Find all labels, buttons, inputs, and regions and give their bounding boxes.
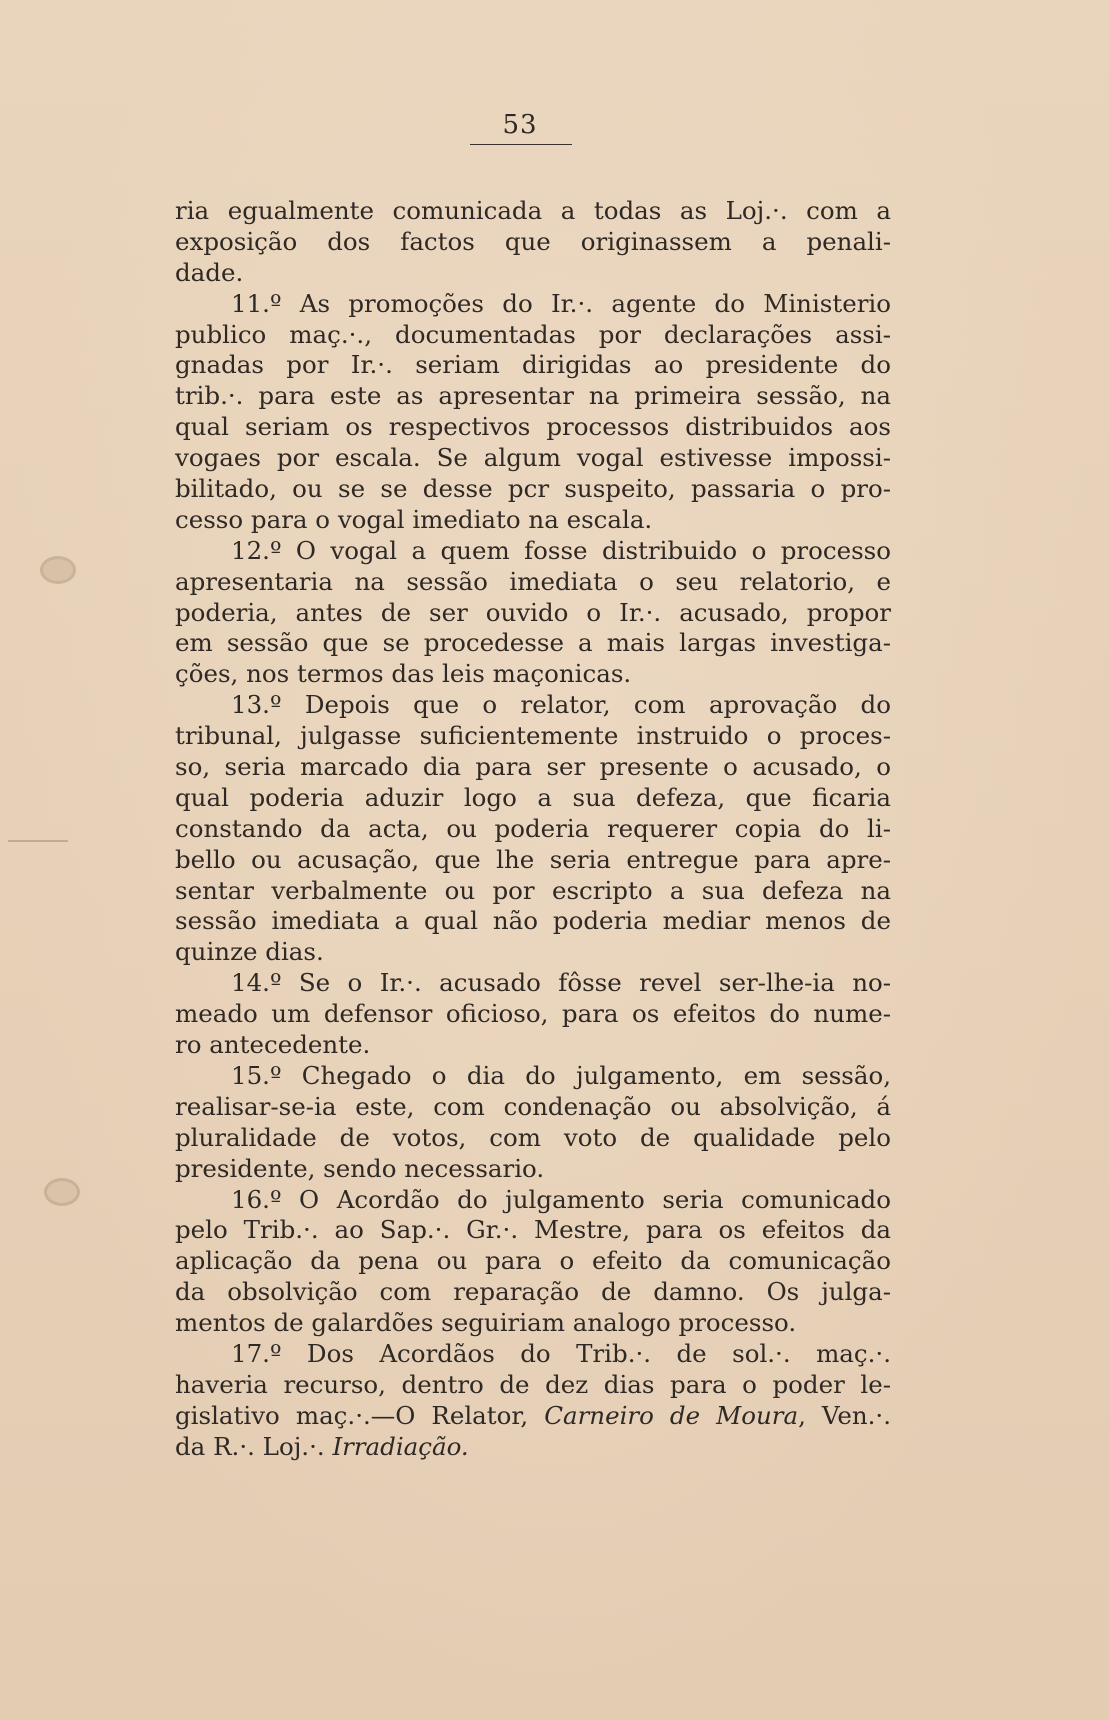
text-line: meado um defensor oficioso, para os efeitos do nume- [175, 999, 891, 1029]
text-line: ria egualmente comunicada a todas as Loj.·. com a [175, 196, 891, 225]
text-line: aplicação da pena ou para o efeito da comunicação [175, 1246, 891, 1276]
text-line: apresentaria na sessão imediata o seu relatorio, e [175, 566, 891, 596]
text-line: dade. [175, 257, 244, 287]
text-line: trib.·. para este as apresentar na primeira sessão, na [175, 381, 891, 411]
text-line: quinze dias. [175, 937, 324, 967]
lodge-line [175, 1432, 891, 1463]
page-number-rule [470, 144, 572, 145]
signature-line [175, 1401, 891, 1432]
text-line: pluralidade de votos, com voto de qualidade pelo [175, 1122, 891, 1152]
margin-stain [44, 1178, 80, 1206]
margin-mark [8, 840, 68, 842]
text-line: bilitado, ou se se desse pcr suspeito, passaria o pro- [175, 474, 891, 504]
paragraph-13-start: 13.º Depois que o relator, com aprovação do [231, 690, 891, 720]
text-line: mentos de galardões seguiriam analogo processo. [175, 1308, 797, 1338]
text-line: cesso para o vogal imediato na escala. [175, 504, 653, 534]
text-line: publico maç.·., documentadas por declarações assi- [175, 319, 891, 349]
paragraph-14-start: 14.º Se o Ir.·. acusado fôsse revel ser-lhe-ia no- [231, 968, 891, 998]
paragraph-11-start: 11.º As promoções do Ir.·. agente do Ministerio [231, 288, 891, 318]
lodge-prefix: da R.·. Loj.·. [175, 1431, 333, 1461]
text-line: presidente, sendo necessario. [175, 1153, 545, 1183]
signature-suffix: , Ven.·. [798, 1400, 891, 1430]
text-line: tribunal, julgasse suficientemente instruido o proces- [175, 721, 891, 751]
text-line: da obsolvição com reparação de damno. Os julga- [175, 1277, 891, 1307]
text-line: ro antecedente. [175, 1030, 371, 1060]
paragraph-16-start: 16.º O Acordão do julgamento seria comunicado [231, 1184, 891, 1214]
text-line: sessão imediata a qual não poderia mediar menos de [175, 906, 891, 936]
text-line: bello ou acusação, que lhe seria entregue para apre- [175, 844, 891, 874]
margin-stain [40, 556, 76, 584]
body-text [175, 196, 891, 1463]
text-line: qual poderia aduzir logo a sua defeza, que ficaria [175, 782, 891, 812]
text-line: so, seria marcado dia para ser presente o acusado, o [175, 752, 891, 782]
text-line: ções, nos termos das leis maçonicas. [175, 659, 632, 689]
text-line: realisar-se-ia este, com condenação ou absolvição, á [175, 1091, 891, 1121]
page-number: 53 [502, 110, 538, 140]
lodge-name: Irradiação. [332, 1431, 469, 1461]
text-line: sentar verbalmente ou por escripto a sua defeza na [175, 875, 891, 905]
text-line: constando da acta, ou poderia requerer copia do li- [175, 813, 891, 843]
text-line: pelo Trib.·. ao Sap.·. Gr.·. Mestre, para os efeitos da [175, 1215, 891, 1245]
text-line: gnadas por Ir.·. seriam dirigidas ao presidente do [175, 350, 891, 380]
paragraph-12-start: 12.º O vogal a quem fosse distribuido o processo [231, 535, 891, 565]
relator-name: Carneiro de Moura [544, 1400, 799, 1430]
paragraph-17-start: 17.º Dos Acordãos do Trib.·. de sol.·. maç.·. [231, 1338, 891, 1368]
text-line: vogaes por escala. Se algum vogal estivesse impossi- [175, 443, 891, 473]
text-line: haveria recurso, dentro de dez dias para o poder le- [175, 1369, 891, 1399]
signature-prefix: gislativo maç.·.—O Relator, [175, 1400, 545, 1430]
text-line: exposição dos factos que originassem a penali- [175, 226, 891, 256]
text-line: poderia, antes de ser ouvido o Ir.·. acusado, propor [175, 597, 891, 627]
text-line: qual seriam os respectivos processos distribuidos aos [175, 412, 891, 442]
text-line: em sessão que se procedesse a mais largas investiga- [175, 628, 891, 658]
paragraph-15-start: 15.º Chegado o dia do julgamento, em sessão, [231, 1060, 891, 1090]
